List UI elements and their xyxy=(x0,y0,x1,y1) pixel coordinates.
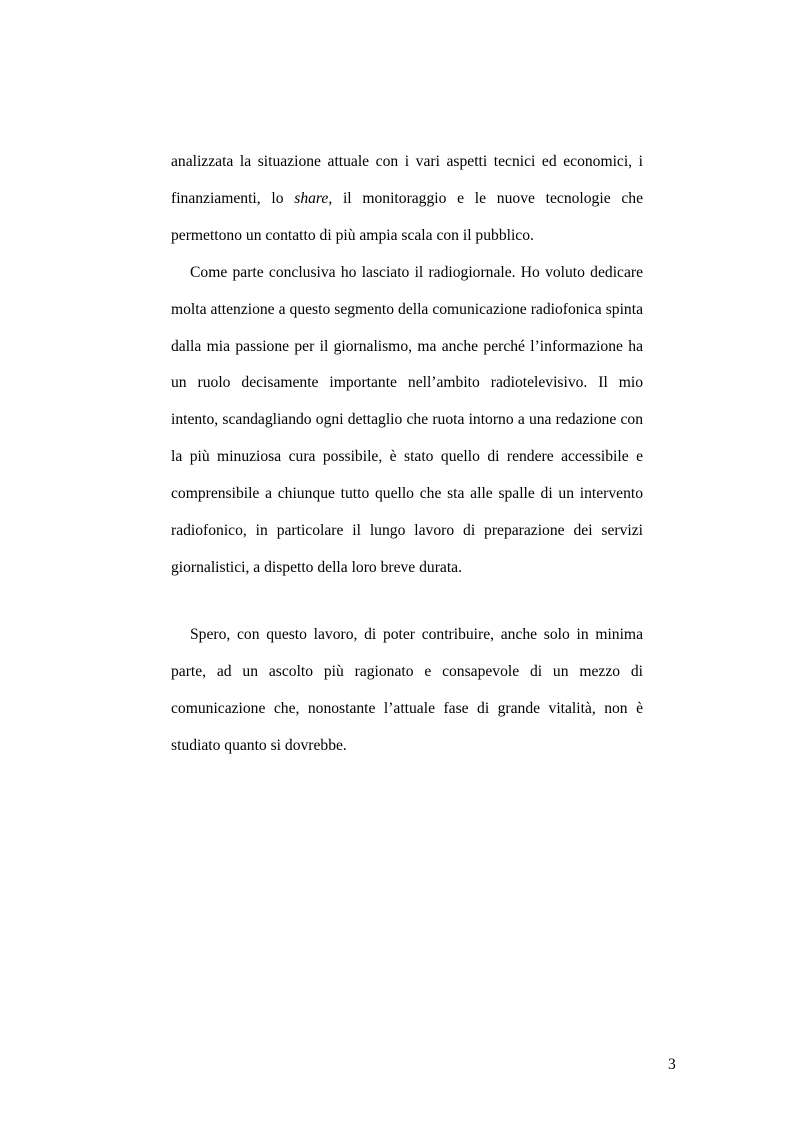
body-text xyxy=(171,144,643,765)
paragraph-1 xyxy=(171,144,643,255)
paragraph-1-text-before: analizzata la situazione attuale con i vari aspetti tecnici ed economici, i finanziamenti, lo xyxy=(171,153,643,207)
page-number: 3 xyxy=(668,1056,676,1073)
paragraph-1-text-after: , il monitoraggio e le nuove tecnologie che permettono un contatto di più ampia scala con il pubblico. xyxy=(171,189,643,244)
paragraph-2: Come parte conclusiva ho lasciato il radiogiornale. Ho voluto dedicare molta attenzione a questo segmento della comunicazione radiofonica spinta dalla mia passione per il giornalismo, ma anche perché l’informazione ha un ruolo decisamente importante nell’ambito radiotelevisivo. Il mio intento, scandagliando ogni dettaglio che ruota intorno a una redazione con la più minuziosa cura possibile, è stato quello di rendere accessibile e comprensibile a chiunque tutto quello che sta alle spalle di un intervento radiofonico, in particolare il lungo lavoro di preparazione dei servizi giornalistici, a dispetto della loro breve durata. xyxy=(171,263,643,576)
paragraph-1-emphasis: share xyxy=(294,189,329,207)
paragraph-3: Spero, con questo lavoro, di poter contribuire, anche solo in minima parte, ad un ascolto più ragionato e consapevole di un mezzo di comunicazione che, nonostante l’attuale fase di grande vitalità, non è studiato quanto si dovrebbe. xyxy=(171,625,643,754)
paragraph-spacer xyxy=(171,587,643,617)
